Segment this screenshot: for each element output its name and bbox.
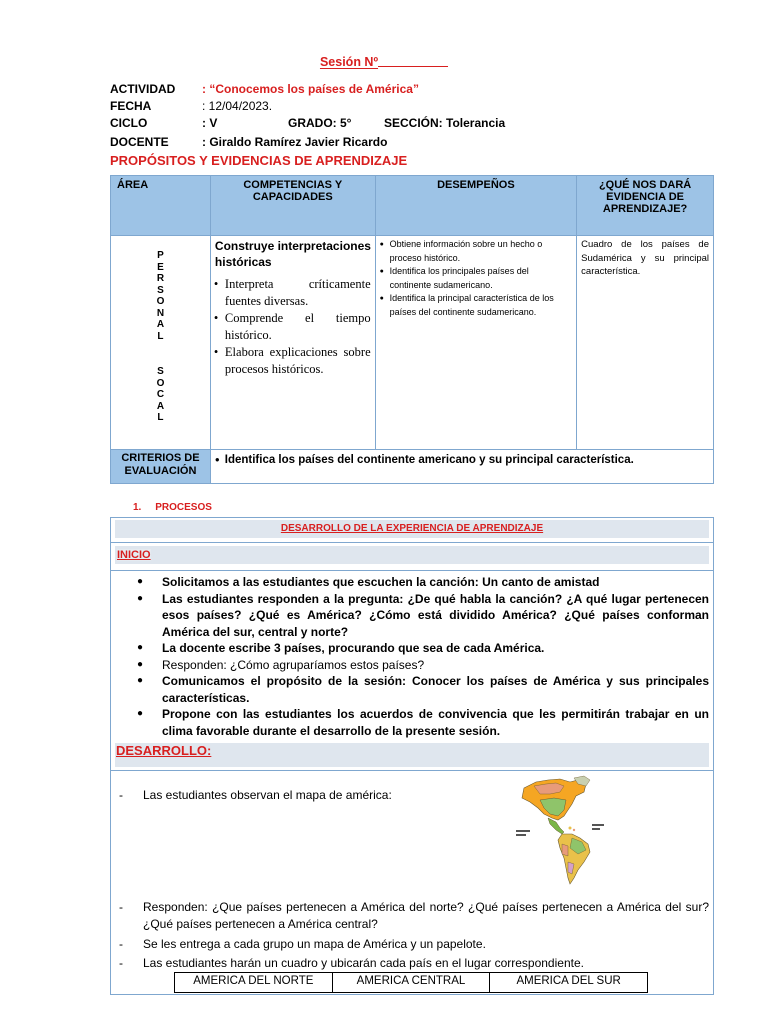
americas-map-icon: [514, 774, 606, 886]
list-item: • Elabora explicaciones sobre procesos históricos.: [213, 344, 371, 377]
purposes-table-row: [111, 236, 714, 450]
list-item: ● Identifica la principal característica de los países del continente sudamericano.: [380, 292, 573, 319]
criterios-row: [111, 450, 714, 484]
docente-label: DOCENTE: [110, 135, 169, 149]
learning-experience-title: DESARROLLO DE LA EXPERIENCIA DE APRENDIZAJE: [115, 520, 709, 538]
list-item: ● Propone con las estudiantes los acuerdos de convivencia que les permitirán trabajar en un clima favorable durante el desarrollo de la presente sesión.: [137, 706, 709, 739]
region-south: AMERICA DEL SUR: [490, 973, 648, 993]
inicio-bar: [115, 546, 709, 564]
area-letters-personal: P E R S O N A L: [156, 250, 165, 342]
purposes-table: [110, 175, 714, 484]
session-title-text: Sesión Nº: [319, 55, 379, 69]
competencia-title: Construye interpretaciones históricas: [214, 239, 371, 269]
regions-table: [174, 972, 648, 993]
region-north: AMERICA DEL NORTE: [175, 973, 333, 993]
purposes-heading: PROPÓSITOS Y EVIDENCIAS DE APRENDIZAJE: [110, 153, 408, 168]
ciclo-value: : V: [202, 116, 218, 130]
grado-label: GRADO: 5°: [288, 116, 352, 130]
table-row: [175, 973, 648, 993]
criterios-label: CRITERIOS DE EVALUACIÓN: [111, 450, 211, 484]
actividad-value: : “Conocemos los países de América”: [202, 82, 419, 96]
list-item: ● La docente escribe 3 países, procurando que sea de cada América.: [137, 640, 709, 657]
purposes-table-header: [111, 176, 714, 236]
inicio-label: INICIO: [117, 549, 151, 561]
list-item: • Interpreta críticamente fuentes diversas.: [213, 276, 371, 309]
competencias-cell: [210, 236, 375, 450]
list-item: ● Responden: ¿Cómo agruparíamos estos países?: [137, 657, 709, 674]
criterios-cell: ● Identifica los países del continente americano y su principal característica.: [210, 450, 713, 484]
list-item: ● Identifica los principales países del continente sudamericano.: [380, 265, 573, 292]
desempenos-cell: [375, 236, 577, 450]
region-central: AMERICA CENTRAL: [332, 973, 490, 993]
capacidades-list: [211, 276, 375, 377]
docente-value: : Giraldo Ramírez Javier Ricardo: [202, 135, 388, 149]
divider: [111, 570, 713, 571]
fecha-value: : 12/04/2023.: [202, 99, 273, 113]
inicio-list: [137, 574, 709, 739]
ciclo-label: CICLO: [110, 116, 148, 130]
criterios-text: Identifica los países del continente americano y su principal característica.: [224, 454, 634, 466]
list-item: ● Comunicamos el propósito de la sesión: Conocer los países de América y sus principales características.: [137, 673, 709, 706]
divider: [111, 542, 713, 543]
divider: [111, 770, 713, 771]
list-item: ● Las estudiantes responden a la pregunta: ¿De qué habla la canción? ¿A qué lugar pertenecen esos países? ¿Qué es América? ¿Cómo está dividido América? ¿Qué países conforman América del sur, central y norte?: [137, 591, 709, 641]
list-item: • Comprende el tiempo histórico.: [213, 310, 371, 343]
session-title: [0, 55, 768, 69]
fecha-label: FECHA: [110, 99, 152, 113]
procesos-heading: 1. PROCESOS: [133, 502, 212, 513]
learning-experience-box: DESARROLLO DE LA EXPERIENCIA DE APRENDIZAJE INICIO ● Solicitamos a las estudiantes que escuchen la canción: Un canto de amistad ● Las estudiantes responden a la pregunta: ¿De qué habla la canción? ¿A qué lugar pertenecen esos países? ¿Qué es América? ¿Cómo está dividido América? ¿Qué países conforman América del sur, central y norte? ● La docente escribe 3 países, procurando que sea de cada América. ● Responden: ¿Cómo agruparíamos estos países? ● Comunicamos el propósito de la sesión: Conocer los países de América y sus principales características. ● Propone con las estudiantes los acuerdos de convivencia que les permitirán trabajar en un clima favorable durante el desarrollo de la presente sesión. DESARROLLO: - Las estudiantes observan el mapa de américa: - Responden: ¿Que países pertenecen a América del norte? ¿Qué países pertenecen a América del sur? ¿Qué países pertenecen a América central? - Se les entrega a cada grupo un mapa de América y un papelote. - Las estudiantes harán un cuadro y ubicarán cada país en el lugar correspondiente.: [110, 517, 714, 995]
americas-map-image: [514, 774, 606, 886]
header-desempenos: DESEMPEÑOS: [375, 176, 577, 236]
actividad-label: ACTIVIDAD: [110, 82, 176, 96]
header-area: ÁREA: [111, 176, 211, 236]
session-number-blank: [378, 66, 448, 67]
list-item: ● Obtiene información sobre un hecho o proceso histórico.: [380, 238, 573, 265]
header-competencias: COMPETENCIAS Y CAPACIDADES: [210, 176, 375, 236]
header-evidencia: ¿QUÉ NOS DARÁ EVIDENCIA DE APRENDIZAJE?: [577, 176, 714, 236]
seccion-label: SECCIÓN: Tolerancia: [384, 116, 506, 130]
desempenos-list: [376, 236, 577, 321]
desarrollo-bar: [115, 743, 709, 767]
list-item: ● Solicitamos a las estudiantes que escuchen la canción: Un canto de amistad: [137, 574, 709, 591]
desarrollo-label: DESARROLLO:: [116, 743, 212, 758]
evidencia-cell: Cuadro de los países de Sudamérica y su principal característica.: [577, 236, 714, 450]
area-cell: [111, 236, 211, 450]
area-letters-social: S O C A L: [156, 366, 165, 423]
